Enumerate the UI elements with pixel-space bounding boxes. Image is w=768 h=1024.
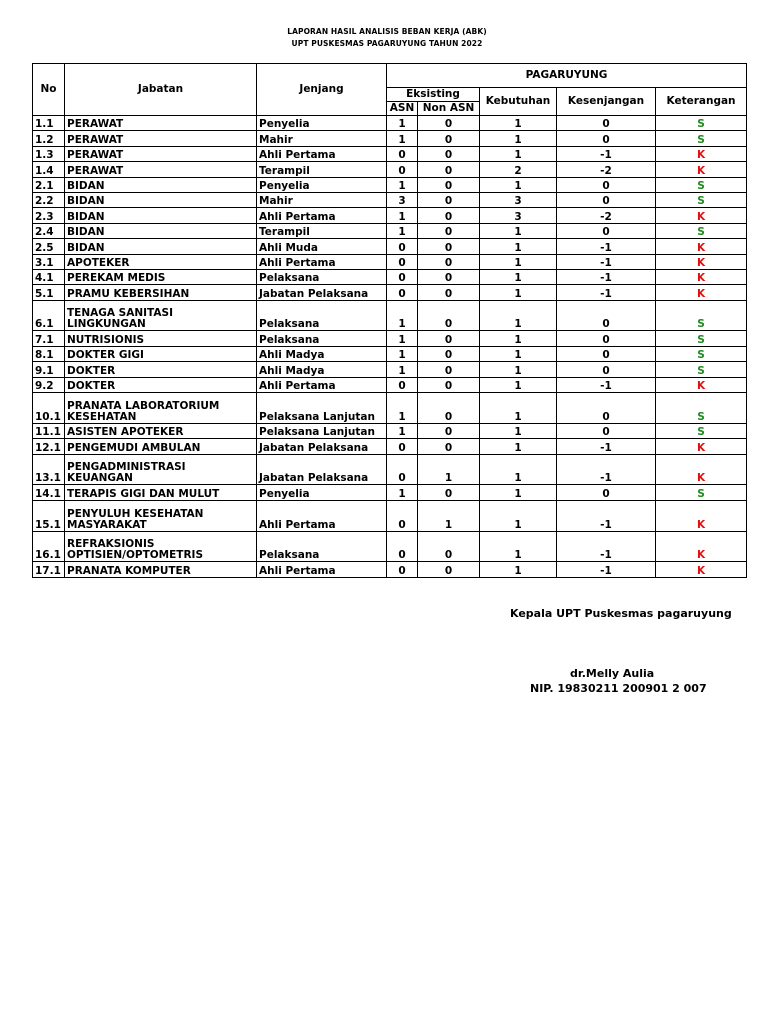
cell-keterangan: S bbox=[656, 192, 747, 207]
cell-jenjang: Ahli Pertama bbox=[257, 377, 387, 392]
cell-keterangan: K bbox=[656, 377, 747, 392]
cell-jabatan bbox=[65, 300, 257, 331]
cell-jenjang: Penyelia bbox=[257, 177, 387, 192]
cell-keterangan: S bbox=[656, 485, 747, 500]
cell-kesenjangan: -1 bbox=[557, 146, 656, 161]
cell-jenjang: Ahli Pertama bbox=[257, 254, 387, 269]
cell-keterangan: K bbox=[656, 162, 747, 177]
table-row bbox=[33, 531, 747, 562]
cell-no: 14.1 bbox=[33, 485, 65, 500]
cell-kesenjangan: -1 bbox=[557, 531, 656, 562]
cell-keterangan: S bbox=[656, 116, 747, 131]
cell-jabatan-line: MASYARAKAT bbox=[67, 518, 147, 531]
cell-no: 9.2 bbox=[33, 377, 65, 392]
cell-jabatan-line: OPTISIEN/OPTOMETRIS bbox=[67, 549, 204, 562]
cell-asn: 1 bbox=[387, 346, 418, 361]
cell-jenjang: Pelaksana bbox=[257, 331, 387, 346]
cell-jabatan-line: KESEHATAN bbox=[67, 410, 137, 423]
abk-table bbox=[32, 63, 747, 578]
cell-jabatan: PEREKAM MEDIS bbox=[65, 269, 257, 284]
cell-no: 7.1 bbox=[33, 331, 65, 346]
cell-kesenjangan: 0 bbox=[557, 192, 656, 207]
cell-no: 1.3 bbox=[33, 146, 65, 161]
cell-no: 13.1 bbox=[33, 454, 65, 485]
cell-kesenjangan: -2 bbox=[557, 162, 656, 177]
cell-kebutuhan: 1 bbox=[480, 177, 557, 192]
table-row bbox=[33, 269, 747, 284]
cell-non-asn: 0 bbox=[418, 177, 480, 192]
cell-kesenjangan: 0 bbox=[557, 423, 656, 438]
header-pagaruyung: PAGARUYUNG bbox=[387, 64, 747, 88]
cell-jabatan: BIDAN bbox=[65, 239, 257, 254]
cell-jenjang: Ahli Pertama bbox=[257, 562, 387, 577]
cell-keterangan: K bbox=[656, 254, 747, 269]
cell-kesenjangan: 0 bbox=[557, 131, 656, 146]
cell-keterangan: K bbox=[656, 562, 747, 577]
cell-jenjang: Jabatan Pelaksana bbox=[257, 285, 387, 300]
cell-jenjang: Penyelia bbox=[257, 116, 387, 131]
cell-kebutuhan: 3 bbox=[480, 192, 557, 207]
cell-jenjang: Pelaksana bbox=[257, 300, 387, 331]
header-asn: ASN bbox=[387, 102, 418, 116]
cell-jabatan: BIDAN bbox=[65, 208, 257, 223]
cell-kebutuhan: 1 bbox=[480, 146, 557, 161]
cell-jenjang: Ahli Madya bbox=[257, 346, 387, 361]
cell-no: 4.1 bbox=[33, 269, 65, 284]
table-row bbox=[33, 439, 747, 454]
cell-jabatan: DOKTER bbox=[65, 362, 257, 377]
cell-no: 15.1 bbox=[33, 500, 65, 531]
cell-keterangan: S bbox=[656, 300, 747, 331]
cell-keterangan: K bbox=[656, 269, 747, 284]
cell-jabatan: PERAWAT bbox=[65, 116, 257, 131]
header-keterangan: Keterangan bbox=[656, 88, 747, 116]
cell-jabatan-line: PRANATA LABORATORIUM bbox=[67, 399, 220, 412]
cell-non-asn: 0 bbox=[418, 192, 480, 207]
cell-jabatan-line: KEUANGAN bbox=[67, 472, 133, 485]
cell-no: 10.1 bbox=[33, 393, 65, 424]
cell-kebutuhan: 1 bbox=[480, 131, 557, 146]
cell-non-asn: 0 bbox=[418, 377, 480, 392]
cell-jenjang: Mahir bbox=[257, 131, 387, 146]
cell-kebutuhan: 1 bbox=[480, 285, 557, 300]
cell-kebutuhan: 2 bbox=[480, 162, 557, 177]
cell-keterangan: S bbox=[656, 346, 747, 361]
cell-asn: 1 bbox=[387, 362, 418, 377]
cell-asn: 0 bbox=[387, 162, 418, 177]
cell-kesenjangan: -1 bbox=[557, 454, 656, 485]
cell-jenjang: Ahli Pertama bbox=[257, 500, 387, 531]
cell-kesenjangan: -2 bbox=[557, 208, 656, 223]
table-row bbox=[33, 192, 747, 207]
cell-kesenjangan: 0 bbox=[557, 116, 656, 131]
cell-jenjang: Jabatan Pelaksana bbox=[257, 454, 387, 485]
cell-jabatan: PERAWAT bbox=[65, 162, 257, 177]
cell-jabatan-line: TENAGA SANITASI bbox=[67, 307, 173, 320]
cell-jabatan: PERAWAT bbox=[65, 146, 257, 161]
cell-kesenjangan: 0 bbox=[557, 393, 656, 424]
cell-no: 8.1 bbox=[33, 346, 65, 361]
cell-kesenjangan: 0 bbox=[557, 223, 656, 238]
header-kesenjangan: Kesenjangan bbox=[557, 88, 656, 116]
cell-keterangan: S bbox=[656, 223, 747, 238]
cell-asn: 0 bbox=[387, 285, 418, 300]
cell-kesenjangan: -1 bbox=[557, 269, 656, 284]
cell-jabatan: BIDAN bbox=[65, 177, 257, 192]
cell-asn: 1 bbox=[387, 485, 418, 500]
cell-kebutuhan: 1 bbox=[480, 362, 557, 377]
table-row bbox=[33, 162, 747, 177]
header-no: No bbox=[33, 64, 65, 116]
cell-non-asn: 0 bbox=[418, 346, 480, 361]
cell-kesenjangan: -1 bbox=[557, 500, 656, 531]
cell-asn: 1 bbox=[387, 208, 418, 223]
header-jabatan: Jabatan bbox=[65, 64, 257, 116]
cell-kebutuhan: 1 bbox=[480, 562, 557, 577]
cell-kebutuhan: 1 bbox=[480, 346, 557, 361]
cell-jenjang: Terampil bbox=[257, 223, 387, 238]
table-row bbox=[33, 454, 747, 485]
cell-non-asn: 0 bbox=[418, 485, 480, 500]
cell-kebutuhan: 1 bbox=[480, 454, 557, 485]
cell-asn: 0 bbox=[387, 269, 418, 284]
cell-kesenjangan: 0 bbox=[557, 331, 656, 346]
cell-asn: 0 bbox=[387, 500, 418, 531]
cell-kesenjangan: -1 bbox=[557, 254, 656, 269]
cell-no: 6.1 bbox=[33, 300, 65, 331]
table-row bbox=[33, 116, 747, 131]
table-row bbox=[33, 223, 747, 238]
cell-kesenjangan: -1 bbox=[557, 377, 656, 392]
cell-jabatan: PERAWAT bbox=[65, 131, 257, 146]
table-row bbox=[33, 485, 747, 500]
table-row bbox=[33, 254, 747, 269]
table-row bbox=[33, 562, 747, 577]
table-row bbox=[33, 346, 747, 361]
cell-jenjang: Mahir bbox=[257, 192, 387, 207]
signature-name: dr.Melly Aulia bbox=[570, 667, 655, 680]
signature-position: Kepala UPT Puskesmas pagaruyung bbox=[510, 607, 732, 620]
cell-kebutuhan: 1 bbox=[480, 239, 557, 254]
cell-jenjang: Pelaksana Lanjutan bbox=[257, 423, 387, 438]
cell-no: 17.1 bbox=[33, 562, 65, 577]
cell-asn: 0 bbox=[387, 239, 418, 254]
cell-asn: 1 bbox=[387, 393, 418, 424]
cell-kesenjangan: -1 bbox=[557, 239, 656, 254]
cell-non-asn: 0 bbox=[418, 285, 480, 300]
cell-jenjang: Penyelia bbox=[257, 485, 387, 500]
cell-keterangan: K bbox=[656, 454, 747, 485]
cell-asn: 1 bbox=[387, 423, 418, 438]
cell-kebutuhan: 1 bbox=[480, 500, 557, 531]
cell-kebutuhan: 1 bbox=[480, 393, 557, 424]
cell-jabatan: BIDAN bbox=[65, 223, 257, 238]
cell-keterangan: K bbox=[656, 239, 747, 254]
cell-jenjang: Jabatan Pelaksana bbox=[257, 439, 387, 454]
cell-non-asn: 0 bbox=[418, 393, 480, 424]
cell-keterangan: K bbox=[656, 439, 747, 454]
cell-keterangan: K bbox=[656, 285, 747, 300]
cell-no: 16.1 bbox=[33, 531, 65, 562]
cell-non-asn: 0 bbox=[418, 162, 480, 177]
cell-jabatan: PRAMU KEBERSIHAN bbox=[65, 285, 257, 300]
cell-jabatan: APOTEKER bbox=[65, 254, 257, 269]
cell-keterangan: S bbox=[656, 362, 747, 377]
cell-asn: 0 bbox=[387, 254, 418, 269]
report-subtitle: UPT PUSKESMAS PAGARUYUNG TAHUN 2022 bbox=[291, 39, 483, 48]
cell-asn: 1 bbox=[387, 116, 418, 131]
cell-kebutuhan: 1 bbox=[480, 269, 557, 284]
cell-non-asn: 0 bbox=[418, 439, 480, 454]
cell-jabatan: NUTRISIONIS bbox=[65, 331, 257, 346]
table-row bbox=[33, 285, 747, 300]
cell-jenjang: Pelaksana bbox=[257, 269, 387, 284]
header-jenjang: Jenjang bbox=[257, 64, 387, 116]
cell-no: 2.3 bbox=[33, 208, 65, 223]
cell-kesenjangan: 0 bbox=[557, 362, 656, 377]
cell-jabatan: DOKTER GIGI bbox=[65, 346, 257, 361]
cell-jabatan: BIDAN bbox=[65, 192, 257, 207]
cell-no: 1.4 bbox=[33, 162, 65, 177]
cell-asn: 1 bbox=[387, 177, 418, 192]
cell-non-asn: 0 bbox=[418, 562, 480, 577]
cell-non-asn: 0 bbox=[418, 331, 480, 346]
cell-jabatan-line: REFRAKSIONIS bbox=[67, 538, 155, 551]
cell-jabatan: TERAPIS GIGI DAN MULUT bbox=[65, 485, 257, 500]
cell-jabatan bbox=[65, 531, 257, 562]
cell-keterangan: S bbox=[656, 331, 747, 346]
table-row bbox=[33, 393, 747, 424]
cell-jabatan-line: LINGKUNGAN bbox=[67, 318, 146, 331]
cell-jabatan: ASISTEN APOTEKER bbox=[65, 423, 257, 438]
cell-asn: 3 bbox=[387, 192, 418, 207]
cell-asn: 1 bbox=[387, 223, 418, 238]
cell-kebutuhan: 1 bbox=[480, 531, 557, 562]
cell-kebutuhan: 1 bbox=[480, 423, 557, 438]
cell-kebutuhan: 1 bbox=[480, 116, 557, 131]
cell-jenjang: Ahli Muda bbox=[257, 239, 387, 254]
cell-no: 9.1 bbox=[33, 362, 65, 377]
header-non-asn: Non ASN bbox=[418, 102, 480, 116]
cell-jenjang: Terampil bbox=[257, 162, 387, 177]
signature-nip: NIP. 19830211 200901 2 007 bbox=[530, 682, 707, 695]
cell-asn: 0 bbox=[387, 146, 418, 161]
cell-non-asn: 0 bbox=[418, 531, 480, 562]
cell-jenjang: Pelaksana Lanjutan bbox=[257, 393, 387, 424]
cell-non-asn: 0 bbox=[418, 146, 480, 161]
cell-non-asn: 0 bbox=[418, 239, 480, 254]
cell-asn: 0 bbox=[387, 439, 418, 454]
cell-asn: 0 bbox=[387, 454, 418, 485]
cell-non-asn: 0 bbox=[418, 300, 480, 331]
cell-asn: 1 bbox=[387, 300, 418, 331]
cell-jabatan bbox=[65, 454, 257, 485]
cell-kesenjangan: -1 bbox=[557, 439, 656, 454]
cell-kebutuhan: 1 bbox=[480, 254, 557, 269]
cell-non-asn: 1 bbox=[418, 500, 480, 531]
cell-kebutuhan: 3 bbox=[480, 208, 557, 223]
cell-jabatan: PRANATA KOMPUTER bbox=[65, 562, 257, 577]
cell-keterangan: S bbox=[656, 131, 747, 146]
cell-no: 2.2 bbox=[33, 192, 65, 207]
cell-jabatan bbox=[65, 393, 257, 424]
table-row bbox=[33, 331, 747, 346]
cell-jabatan: DOKTER bbox=[65, 377, 257, 392]
cell-jabatan bbox=[65, 500, 257, 531]
cell-kebutuhan: 1 bbox=[480, 331, 557, 346]
cell-keterangan: K bbox=[656, 146, 747, 161]
cell-asn: 1 bbox=[387, 131, 418, 146]
table-row bbox=[33, 377, 747, 392]
cell-kebutuhan: 1 bbox=[480, 300, 557, 331]
cell-asn: 0 bbox=[387, 562, 418, 577]
cell-kebutuhan: 1 bbox=[480, 485, 557, 500]
cell-asn: 0 bbox=[387, 377, 418, 392]
table-body bbox=[33, 116, 747, 578]
cell-kesenjangan: 0 bbox=[557, 346, 656, 361]
cell-non-asn: 1 bbox=[418, 454, 480, 485]
cell-jabatan-line: PENYULUH KESEHATAN bbox=[67, 507, 204, 520]
cell-kesenjangan: 0 bbox=[557, 177, 656, 192]
cell-jabatan: PENGEMUDI AMBULAN bbox=[65, 439, 257, 454]
cell-non-asn: 0 bbox=[418, 362, 480, 377]
cell-jenjang: Ahli Pertama bbox=[257, 146, 387, 161]
table-row bbox=[33, 423, 747, 438]
cell-kebutuhan: 1 bbox=[480, 439, 557, 454]
cell-non-asn: 0 bbox=[418, 254, 480, 269]
cell-jabatan-line: PENGADMINISTRASI bbox=[67, 461, 186, 474]
cell-keterangan: K bbox=[656, 500, 747, 531]
cell-kesenjangan: -1 bbox=[557, 562, 656, 577]
cell-no: 2.4 bbox=[33, 223, 65, 238]
cell-jenjang: Ahli Pertama bbox=[257, 208, 387, 223]
cell-no: 1.1 bbox=[33, 116, 65, 131]
cell-non-asn: 0 bbox=[418, 208, 480, 223]
cell-no: 2.1 bbox=[33, 177, 65, 192]
table-row bbox=[33, 300, 747, 331]
cell-keterangan: K bbox=[656, 531, 747, 562]
table-row bbox=[33, 500, 747, 531]
table-row bbox=[33, 131, 747, 146]
cell-no: 2.5 bbox=[33, 239, 65, 254]
cell-keterangan: S bbox=[656, 393, 747, 424]
table-row bbox=[33, 177, 747, 192]
cell-non-asn: 0 bbox=[418, 269, 480, 284]
header-kebutuhan: Kebutuhan bbox=[480, 88, 557, 116]
cell-no: 5.1 bbox=[33, 285, 65, 300]
cell-keterangan: K bbox=[656, 208, 747, 223]
cell-non-asn: 0 bbox=[418, 223, 480, 238]
report-title: LAPORAN HASIL ANALISIS BEBAN KERJA (ABK) bbox=[287, 27, 487, 36]
table-row bbox=[33, 146, 747, 161]
cell-asn: 1 bbox=[387, 331, 418, 346]
cell-jenjang: Ahli Madya bbox=[257, 362, 387, 377]
cell-no: 1.2 bbox=[33, 131, 65, 146]
cell-no: 11.1 bbox=[33, 423, 65, 438]
cell-no: 3.1 bbox=[33, 254, 65, 269]
cell-kesenjangan: 0 bbox=[557, 300, 656, 331]
header-eksisting: Eksisting bbox=[387, 88, 480, 102]
cell-kebutuhan: 1 bbox=[480, 377, 557, 392]
cell-keterangan: S bbox=[656, 177, 747, 192]
cell-non-asn: 0 bbox=[418, 131, 480, 146]
cell-keterangan: S bbox=[656, 423, 747, 438]
cell-kesenjangan: -1 bbox=[557, 285, 656, 300]
cell-jenjang: Pelaksana bbox=[257, 531, 387, 562]
table-row bbox=[33, 239, 747, 254]
table-row bbox=[33, 208, 747, 223]
cell-non-asn: 0 bbox=[418, 423, 480, 438]
table-row bbox=[33, 362, 747, 377]
cell-non-asn: 0 bbox=[418, 116, 480, 131]
cell-kesenjangan: 0 bbox=[557, 485, 656, 500]
cell-asn: 0 bbox=[387, 531, 418, 562]
cell-no: 12.1 bbox=[33, 439, 65, 454]
cell-kebutuhan: 1 bbox=[480, 223, 557, 238]
